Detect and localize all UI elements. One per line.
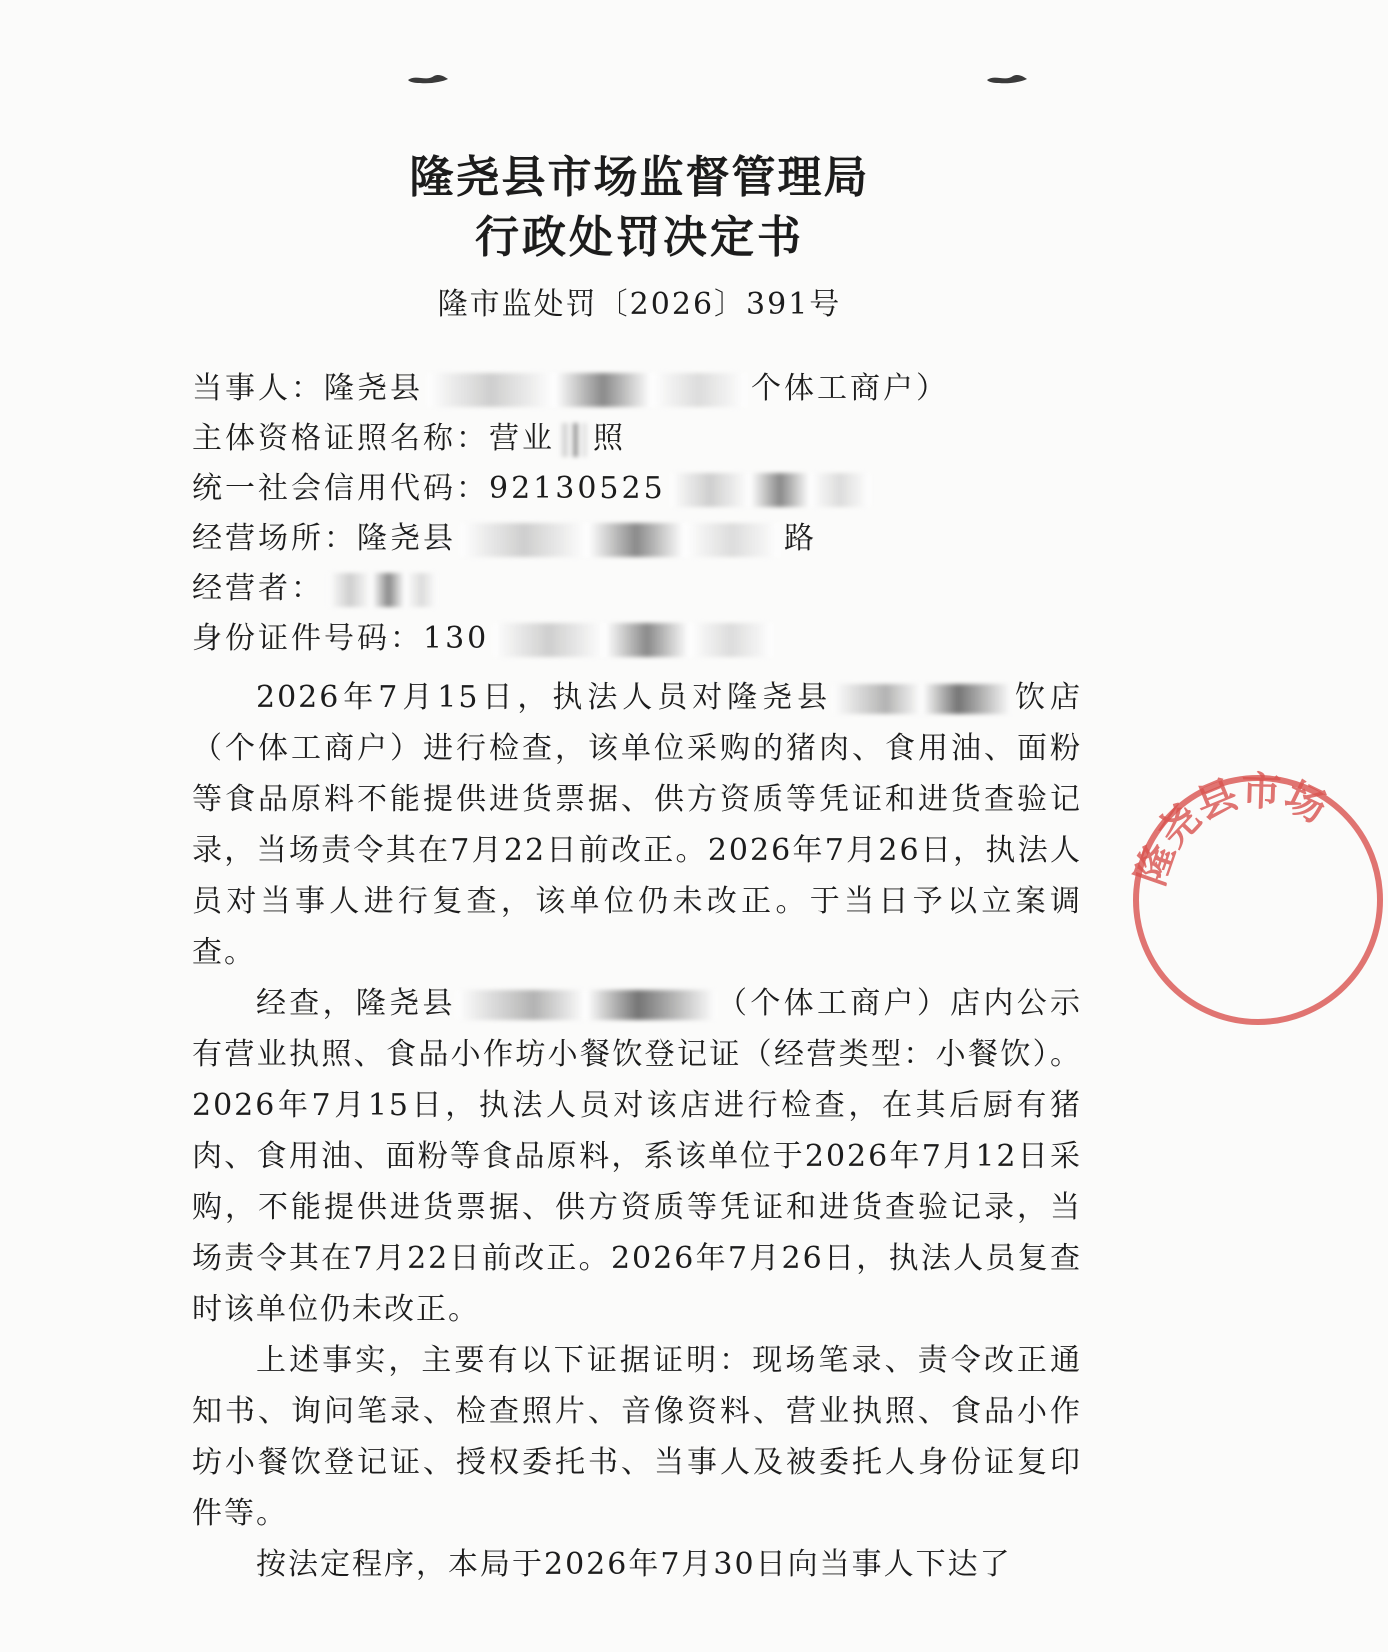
field-value: 隆尧县	[324, 371, 423, 406]
redaction-blur	[328, 573, 438, 607]
seal-text: 隆尧县市场	[1128, 770, 1334, 891]
paragraph-text: 按法定程序，本局于2026年7月30日向当事人下达了	[256, 1547, 1012, 1582]
field-value: 92130525	[489, 471, 666, 506]
field-value: 营业	[489, 421, 555, 456]
redaction-blur	[559, 423, 589, 457]
field-value-suffix: 照	[593, 421, 626, 456]
field-label: 经营场所：	[192, 521, 357, 556]
binding-hole-mark-left	[406, 70, 450, 86]
field-label: 经营者：	[192, 571, 324, 606]
field-value-suffix: 路	[784, 521, 817, 556]
redaction-blur	[456, 990, 716, 1020]
document-title-agency: 隆尧县市场监督管理局	[409, 152, 870, 203]
paragraph-text: （个体工商户）店内公示有营业执照、食品小作坊小餐饮登记证（经营类型：小餐饮）。2026年7月15日，执法人员对该店进行检查，在其后厨有猪肉、食用油、面粉等食品原料，系该单位于2026年7月12日采购，不能提供进货票据、供方资质等凭证和进货查验记录，当场责令其在7月22日前改正。2026年7月26日，执法人员复查时该单位仍未改正。	[192, 986, 1083, 1327]
document-body	[192, 672, 1082, 1590]
paragraph-evidence	[192, 1335, 1082, 1539]
field-credit-code	[192, 466, 874, 512]
paragraph-findings	[192, 978, 1082, 1335]
document-number: 隆市监处罚〔2026〕391号	[437, 287, 842, 322]
paragraph-text: 2026年7月15日，执法人员对隆尧县	[256, 680, 833, 715]
document-title-type: 行政处罚决定书	[475, 212, 804, 263]
paragraph-procedure	[192, 1539, 1082, 1590]
paragraph-inspection	[192, 672, 1082, 978]
svg-text:隆尧县市场	[1128, 770, 1333, 891]
official-seal-stamp	[1128, 770, 1388, 1030]
paragraph-text: 经查，隆尧县	[256, 986, 456, 1021]
field-party	[192, 366, 949, 412]
binding-hole-mark-right	[985, 70, 1029, 86]
redaction-blur	[460, 523, 780, 557]
redaction-blur	[832, 684, 1012, 714]
redaction-blur	[427, 373, 747, 407]
field-value-suffix: 个体工商户）	[751, 371, 949, 406]
field-id-number	[192, 616, 777, 662]
field-operator	[192, 566, 442, 612]
field-label: 主体资格证照名称：	[192, 421, 489, 456]
redaction-blur	[493, 623, 773, 657]
field-label: 身份证件号码：	[192, 621, 423, 656]
field-business-address	[192, 516, 817, 562]
paragraph-text: 上述事实，主要有以下证据证明：现场笔录、责令改正通知书、询问笔录、检查照片、音像资料、营业执照、食品小作坊小餐饮登记证、授权委托书、当事人及被委托人身份证复印件等。	[192, 1343, 1082, 1531]
field-value: 130	[423, 621, 490, 656]
field-license-name	[192, 416, 626, 462]
field-value: 隆尧县	[357, 521, 456, 556]
field-label: 统一社会信用代码：	[192, 471, 489, 506]
paragraph-text: 饮店（个体工商户）进行检查，该单位采购的猪肉、食用油、面粉等食品原料不能提供进货票据、供方资质等凭证和进货查验记录，当场责令其在7月22日前改正。2026年7月26日，执法人员对当事人进行复查，该单位仍未改正。于当日予以立案调查。	[192, 680, 1083, 970]
redaction-blur	[670, 473, 870, 507]
field-label: 当事人：	[192, 371, 324, 406]
